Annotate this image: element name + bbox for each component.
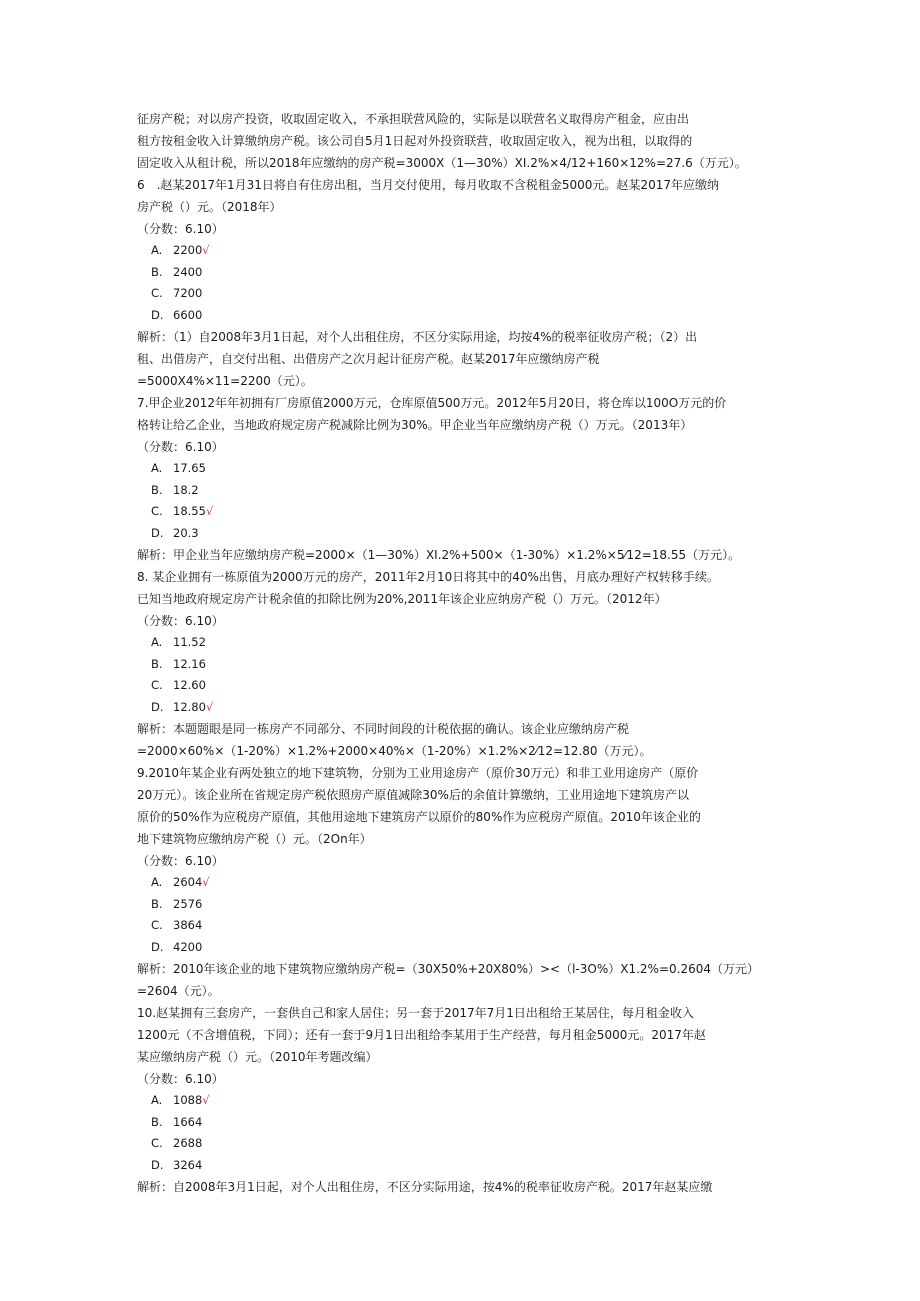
option-text: 2688 <box>173 1136 203 1150</box>
option-letter: A. <box>151 635 163 649</box>
option-text: 12.60 <box>173 678 206 692</box>
question-stem-line: 某应缴纳房产税（）元。（2010年考题改编） <box>137 1050 378 1064</box>
option-letter: B. <box>151 896 163 911</box>
option-letter: C. <box>151 918 163 932</box>
question-stem-line: 1200元（不含增值税，下同）；还有一套于9月1日出租给李某用于生产经营，每月租金5000元。2017年赵 <box>137 1028 706 1042</box>
score-label: （分数：6.10） <box>137 854 224 868</box>
answer-option[interactable] <box>137 283 787 305</box>
option-text: 17.65 <box>173 461 206 475</box>
score-label: （分数：6.10） <box>137 440 224 454</box>
answer-option[interactable] <box>137 480 787 502</box>
intro-line: 固定收入从租计税，所以2018年应缴纳的房产税=3000X（1—30%）XI.2%×4/12+160×12%=27.6（万元）。 <box>137 156 747 170</box>
analysis-line: =2000×60%×（1-20%）×1.2%+2000×40%×（1-20%）×1.2%×2⁄12=12.80（万元）。 <box>137 744 652 758</box>
question-block <box>137 392 787 566</box>
question-stem-line: 6 .赵某2017年1月31日将自有住房出租，当月交付使用，每月收取不含税租金5000元。赵某2017年应缴纳 <box>137 178 719 192</box>
analysis-line: =5000X4%×11=2200（元）。 <box>137 374 313 388</box>
analysis-line: 解析：本题题眼是同一栋房产不同部分、不同时间段的计税依据的确认。该企业应缴纳房产税 <box>137 722 630 736</box>
question-stem-line: 已知当地政府规定房产计税余值的扣除比例为20%,2011年该企业应纳房产税（）万元。（2012年） <box>137 592 667 606</box>
correct-check-icon: √ <box>202 1093 210 1107</box>
option-letter: C. <box>151 1136 163 1150</box>
option-letter: B. <box>151 656 163 671</box>
option-text: 18.55 <box>173 504 206 518</box>
answer-option[interactable] <box>137 654 787 676</box>
option-letter: A. <box>151 1093 163 1107</box>
analysis-line: 租、出借房产，自交付出租、出借房产之次月起计征房产税。赵某2017年应缴纳房产税 <box>137 352 600 366</box>
answer-option[interactable] <box>137 501 787 523</box>
option-text: 2400 <box>173 264 203 279</box>
option-text: 18.2 <box>173 482 199 497</box>
question-stem-line: 10.赵某拥有三套房产，一套供自己和家人居住；另一套于2017年7月1日出租给王某居住，每月租金收入 <box>137 1006 694 1020</box>
option-text: 12.16 <box>173 656 206 671</box>
option-text: 12.80 <box>173 699 206 714</box>
score-label: （分数：6.10） <box>137 1072 224 1086</box>
score-label: （分数：6.10） <box>137 614 224 628</box>
option-letter: D. <box>151 525 164 540</box>
answer-option[interactable] <box>137 894 787 916</box>
option-text: 7200 <box>173 286 203 300</box>
correct-check-icon: √ <box>205 504 214 518</box>
analysis-line: =2604（元）。 <box>137 984 220 998</box>
question-block <box>137 1002 787 1198</box>
answer-option[interactable] <box>137 632 787 654</box>
question-stem-line: 地下建筑物应缴纳房产税（）元。（2On年） <box>137 832 372 846</box>
question-stem-line: 9.2010年某企业有两处独立的地下建筑物，分别为工业用途房产（原价30万元）和非工业用途房产（原价 <box>137 766 699 780</box>
option-letter: A. <box>151 243 163 257</box>
option-letter: C. <box>151 286 163 300</box>
answer-option[interactable] <box>137 262 787 284</box>
answer-option[interactable] <box>137 937 787 959</box>
analysis-line: 解析：甲企业当年应缴纳房产税=2000×（1—30%）XI.2%+500×（1-30%）×1.2%×5⁄12=18.55（万元）。 <box>137 548 741 562</box>
option-letter: C. <box>151 504 163 518</box>
question-stem-line: 格转让给乙企业，当地政府规定房产税减除比例为30%。甲企业当年应缴纳房产税（）万元。（2013年） <box>137 418 693 432</box>
answer-option[interactable] <box>137 1155 787 1177</box>
intro-line: 租方按租金收入计算缴纳房产税。该公司自5月1日起对外投资联营，收取固定收入，视为出租，以取得的 <box>137 134 693 148</box>
answer-option[interactable] <box>137 240 787 262</box>
question-stem-line: 8. 某企业拥有一栋原值为2000万元的房产，2011年2月10日将其中的40%出售，月底办理好产权转移手续。 <box>137 570 719 584</box>
option-letter: C. <box>151 678 163 692</box>
option-letter: D. <box>151 307 164 322</box>
option-letter: B. <box>151 1114 163 1129</box>
question-block <box>137 174 787 392</box>
option-text: 3264 <box>173 1157 203 1172</box>
option-letter: A. <box>151 875 163 889</box>
option-text: 2200 <box>173 243 203 257</box>
answer-option[interactable] <box>137 697 787 719</box>
question-list <box>137 174 787 1198</box>
option-letter: D. <box>151 939 164 954</box>
answer-option[interactable] <box>137 915 787 937</box>
answer-option[interactable] <box>137 1133 787 1155</box>
analysis-line: 解析：自2008年3月1日起，对个人出租住房，不区分实际用途，按4%的税率征收房产税。2017年赵某应缴 <box>137 1180 713 1194</box>
document-page <box>137 108 787 1198</box>
question-block <box>137 566 787 762</box>
question-stem-line: 20万元）。该企业所在省规定房产税依照房产原值减除30%后的余值计算缴纳，工业用途地下建筑房产以 <box>137 788 689 802</box>
correct-check-icon: √ <box>202 875 210 889</box>
option-text: 1088 <box>173 1093 203 1107</box>
option-text: 20.3 <box>173 525 199 540</box>
intro-line: 征房产税；对以房产投资，收取固定收入，不承担联营风险的，实际是以联营名义取得房产租金，应由出 <box>137 112 690 126</box>
correct-check-icon: √ <box>202 243 210 257</box>
answer-option[interactable] <box>137 458 787 480</box>
answer-option[interactable] <box>137 523 787 545</box>
analysis-line: 解析：（1）自2008年3月1日起，对个人出租住房，不区分实际用途，均按4%的税率征收房产税；（2）出 <box>137 330 698 344</box>
question-stem-line: 房产税（）元。（2018年） <box>137 200 282 214</box>
option-text: 3864 <box>173 918 203 932</box>
option-letter: D. <box>151 1157 164 1172</box>
option-letter: B. <box>151 264 163 279</box>
score-label: （分数：6.10） <box>137 222 224 236</box>
correct-check-icon: √ <box>205 699 214 714</box>
answer-option[interactable] <box>137 305 787 327</box>
option-text: 2576 <box>173 896 203 911</box>
answer-option[interactable] <box>137 1090 787 1112</box>
option-text: 6600 <box>173 307 203 322</box>
answer-option[interactable] <box>137 1112 787 1134</box>
analysis-line: 解析：2010年该企业的地下建筑物应缴纳房产税=（30X50%+20X80%）><（l-3O%）X1.2%=0.2604（万元） <box>137 962 759 976</box>
option-text: 2604 <box>173 875 203 889</box>
option-text: 1664 <box>173 1114 203 1129</box>
answer-option[interactable] <box>137 675 787 697</box>
option-letter: A. <box>151 461 163 475</box>
option-letter: D. <box>151 699 164 714</box>
intro-paragraph <box>137 108 787 174</box>
question-stem-line: 7.甲企业2012年年初拥有厂房原值2000万元，仓库原值500万元。2012年5月20日，将仓库以100O万元的价 <box>137 396 727 410</box>
question-stem-line: 原价的50%作为应税房产原值，其他用途地下建筑房产以原价的80%作为应税房产原值。2010年该企业的 <box>137 810 701 824</box>
option-letter: B. <box>151 482 163 497</box>
answer-option[interactable] <box>137 872 787 894</box>
option-text: 4200 <box>173 939 203 954</box>
question-block <box>137 762 787 1002</box>
option-text: 11.52 <box>173 635 206 649</box>
